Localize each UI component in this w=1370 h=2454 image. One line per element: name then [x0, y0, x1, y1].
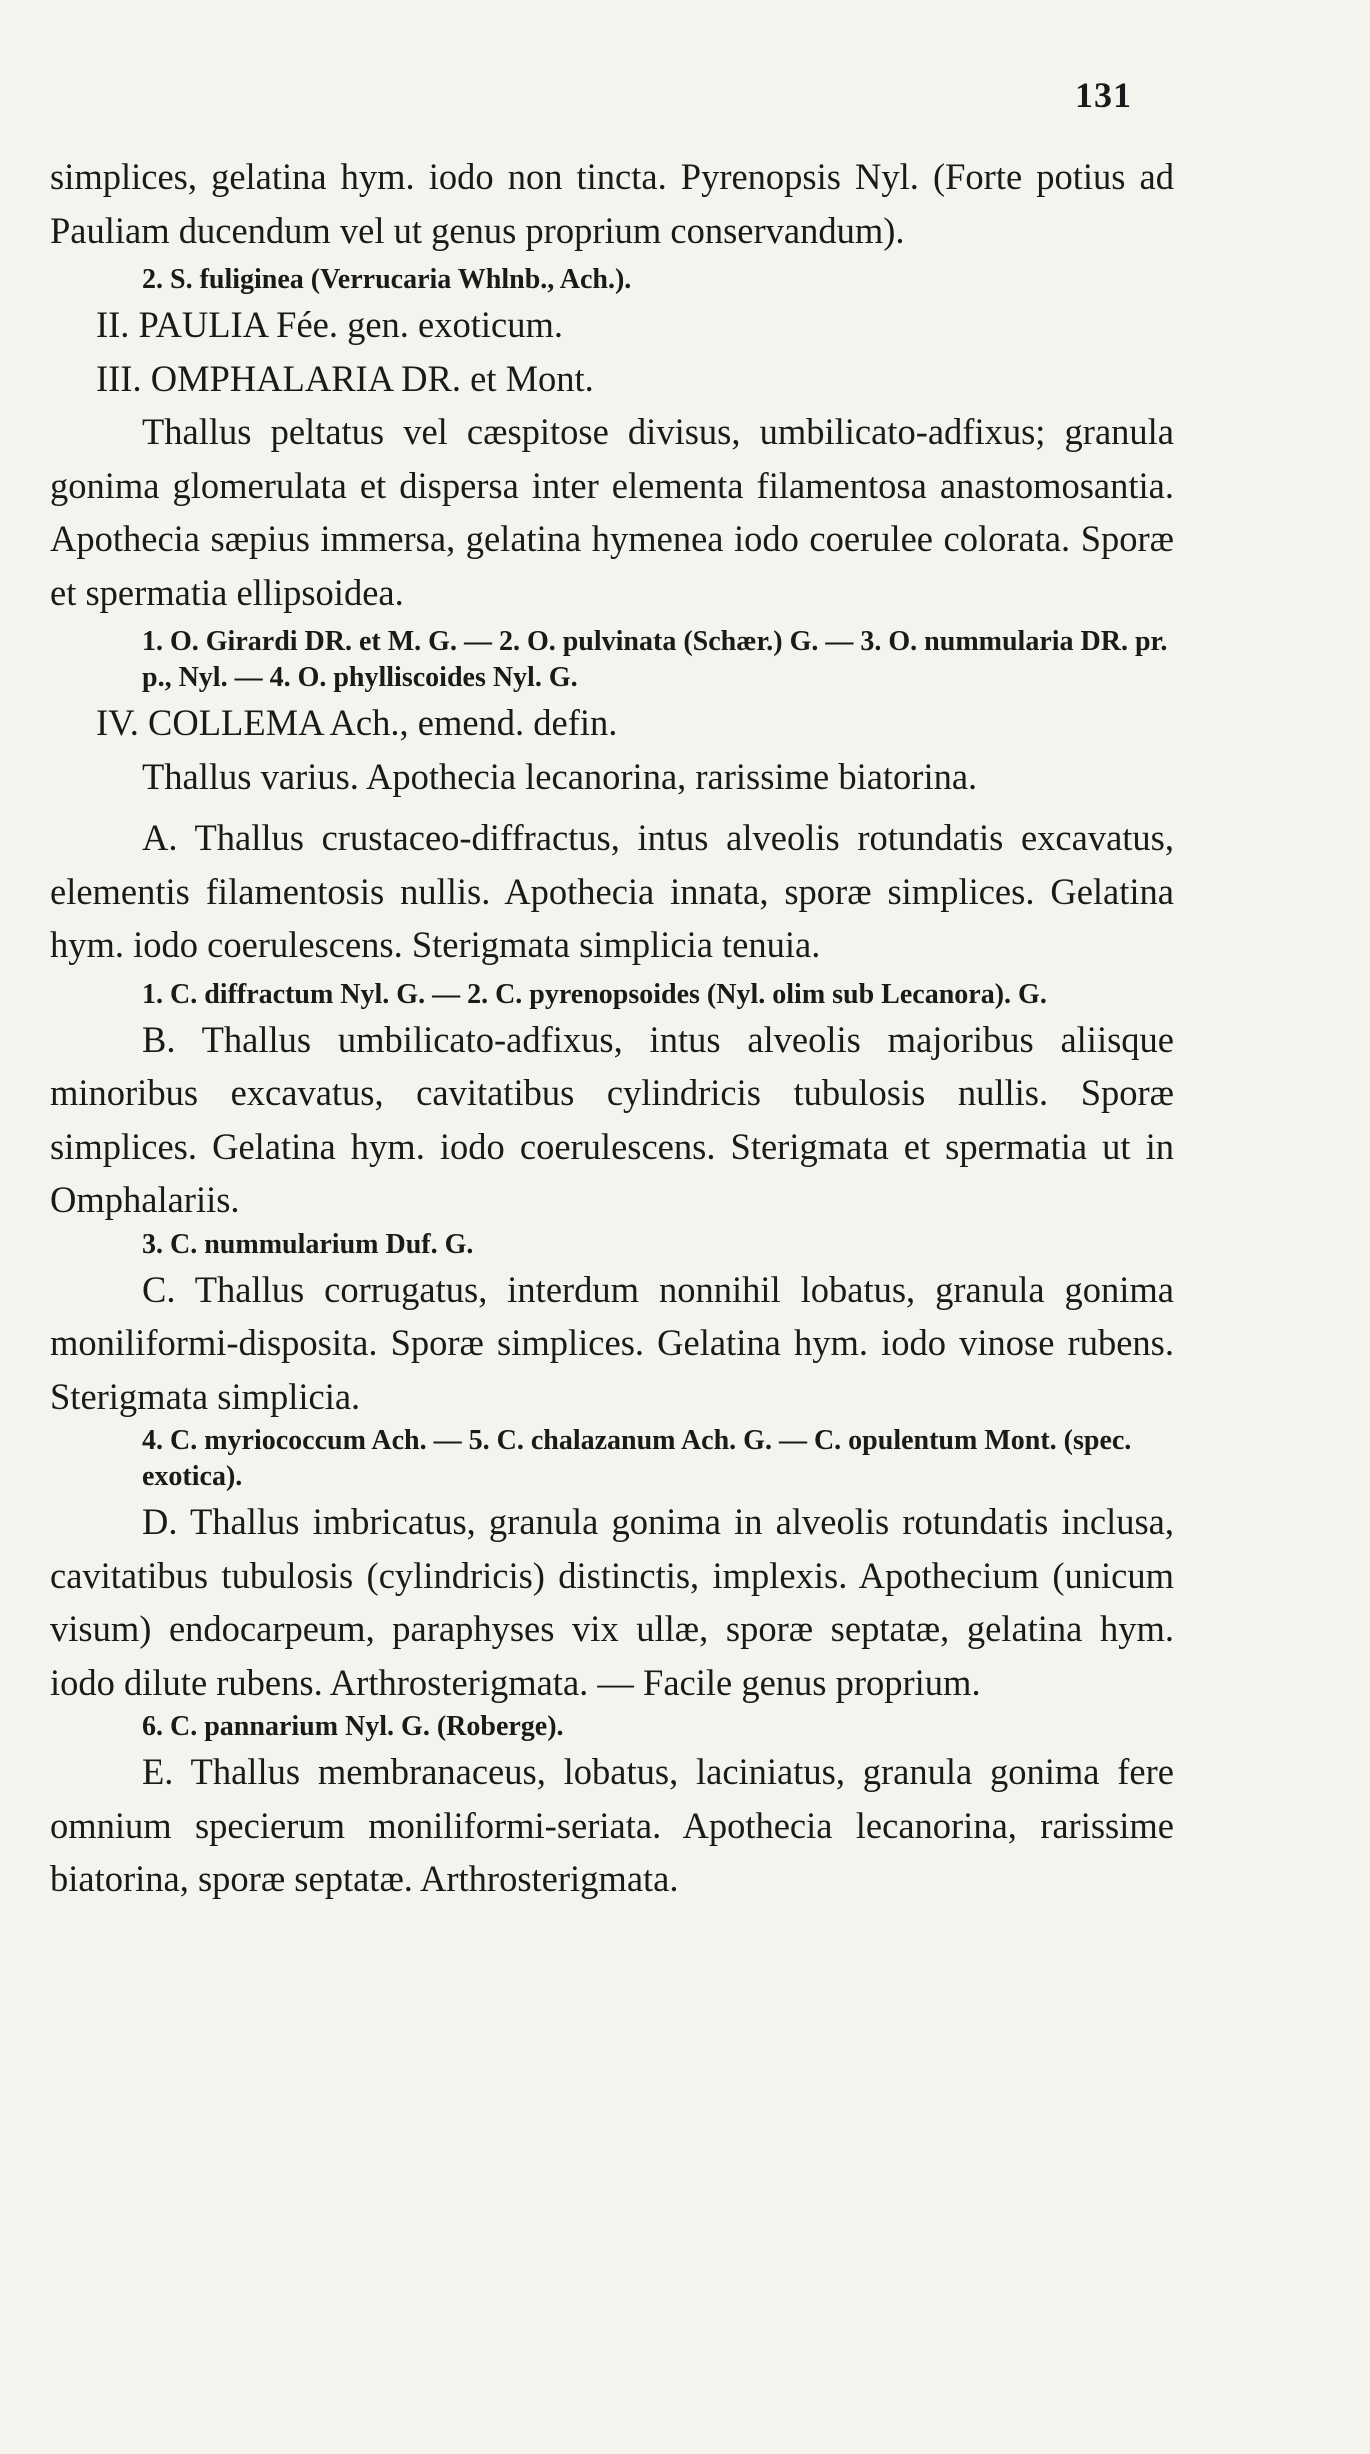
- species-list-omphalaria: 1. O. Girardi DR. et M. G. — 2. O. pulvinata (Schær.) G. — 3. O. nummularia DR. pr. p., Nyl. — 4. O. phylliscoides Nyl. G.: [142, 626, 1168, 693]
- species-list-pyrenopsis: 2. S. fuliginea (Verrucaria Whlnb., Ach.).: [142, 264, 632, 295]
- species-list-section-c: 4. C. myriococcum Ach. — 5. C. chalazanum Ach. G. — C. opulentum Mont. (spec. exotica).: [142, 1425, 1132, 1492]
- paragraph-section-b: B. Thallus umbilicato-adfixus, intus alveolis majoribus aliisque minoribus excavatus, cavitatibus cylindricis tubulosis nullis. Sporæ simplices. Gelatina hym. iodo coerulescens. Sterigmata et spermatia ut in Omphalariis.: [50, 1018, 1174, 1220]
- page-number: 131: [1075, 75, 1132, 115]
- species-list-section-a: 1. C. diffractum Nyl. G. — 2. C. pyrenopsoides (Nyl. olim sub Lecanora). G.: [142, 978, 1047, 1010]
- paragraph-omphalaria: Thallus peltatus vel cæspitose divisus, umbilicato-adfixus; granula gonima glomerulata et dispersa inter elementa filamentosa anastomosantia. Apothecia sæpius immersa, gelatina hymenea iodo coerulee colorata. Sporæ et spermatia ellipsoidea.: [50, 411, 1174, 613]
- genus-heading-paulia: II. PAULIA Fée. gen. exoticum.: [96, 304, 563, 345]
- species-list-section-d: 6. C. pannarium Nyl. G. (Roberge).: [142, 1711, 564, 1742]
- paragraph-section-d: D. Thallus imbricatus, granula gonima in alveolis rotundatis inclusa, cavitatibus tubulosis (cylindricis) distinctis, implexis. Apothecium (unicum visum) endocarpeum, paraphyses vix ullæ, sporæ septatæ, gelatina hym. iodo dilute rubens. Arthrosterigmata. — Facile genus proprium.: [50, 1501, 1174, 1703]
- paragraph-pyrenopsis: simplices, gelatina hym. iodo non tincta. Pyrenopsis Nyl. (Forte potius ad Pauliam ducendum vel ut genus proprium conservandum).: [50, 156, 1174, 251]
- page-body: [50, 150, 1174, 1906]
- paragraph-section-e: E. Thallus membranaceus, lobatus, laciniatus, granula gonima fere omnium specierum moniliformi-seriata. Apothecia lecanorina, rarissime biatorina, sporæ septatæ. Arthrosterigmata.: [50, 1751, 1174, 1899]
- genus-heading-collema: IV. COLLEMA Ach., emend. defin.: [96, 702, 618, 743]
- paragraph-section-a: A. Thallus crustaceo-diffractus, intus alveolis rotundatis excavatus, elementis filamentosis nullis. Apothecia innata, sporæ simplices. Gelatina hym. iodo coerulescens. Sterigmata simplicia tenuia.: [50, 817, 1174, 965]
- paragraph-section-c: C. Thallus corrugatus, interdum nonnihil lobatus, granula gonima moniliformi-disposita. Sporæ simplices. Gelatina hym. iodo vinose rubens. Sterigmata simplicia.: [50, 1268, 1174, 1417]
- species-list-section-b: 3. C. nummularium Duf. G.: [142, 1228, 474, 1260]
- paragraph-collema: Thallus varius. Apothecia lecanorina, rarissime biatorina.: [142, 755, 978, 797]
- genus-heading-omphalaria: III. OMPHALARIA DR. et Mont.: [96, 357, 594, 399]
